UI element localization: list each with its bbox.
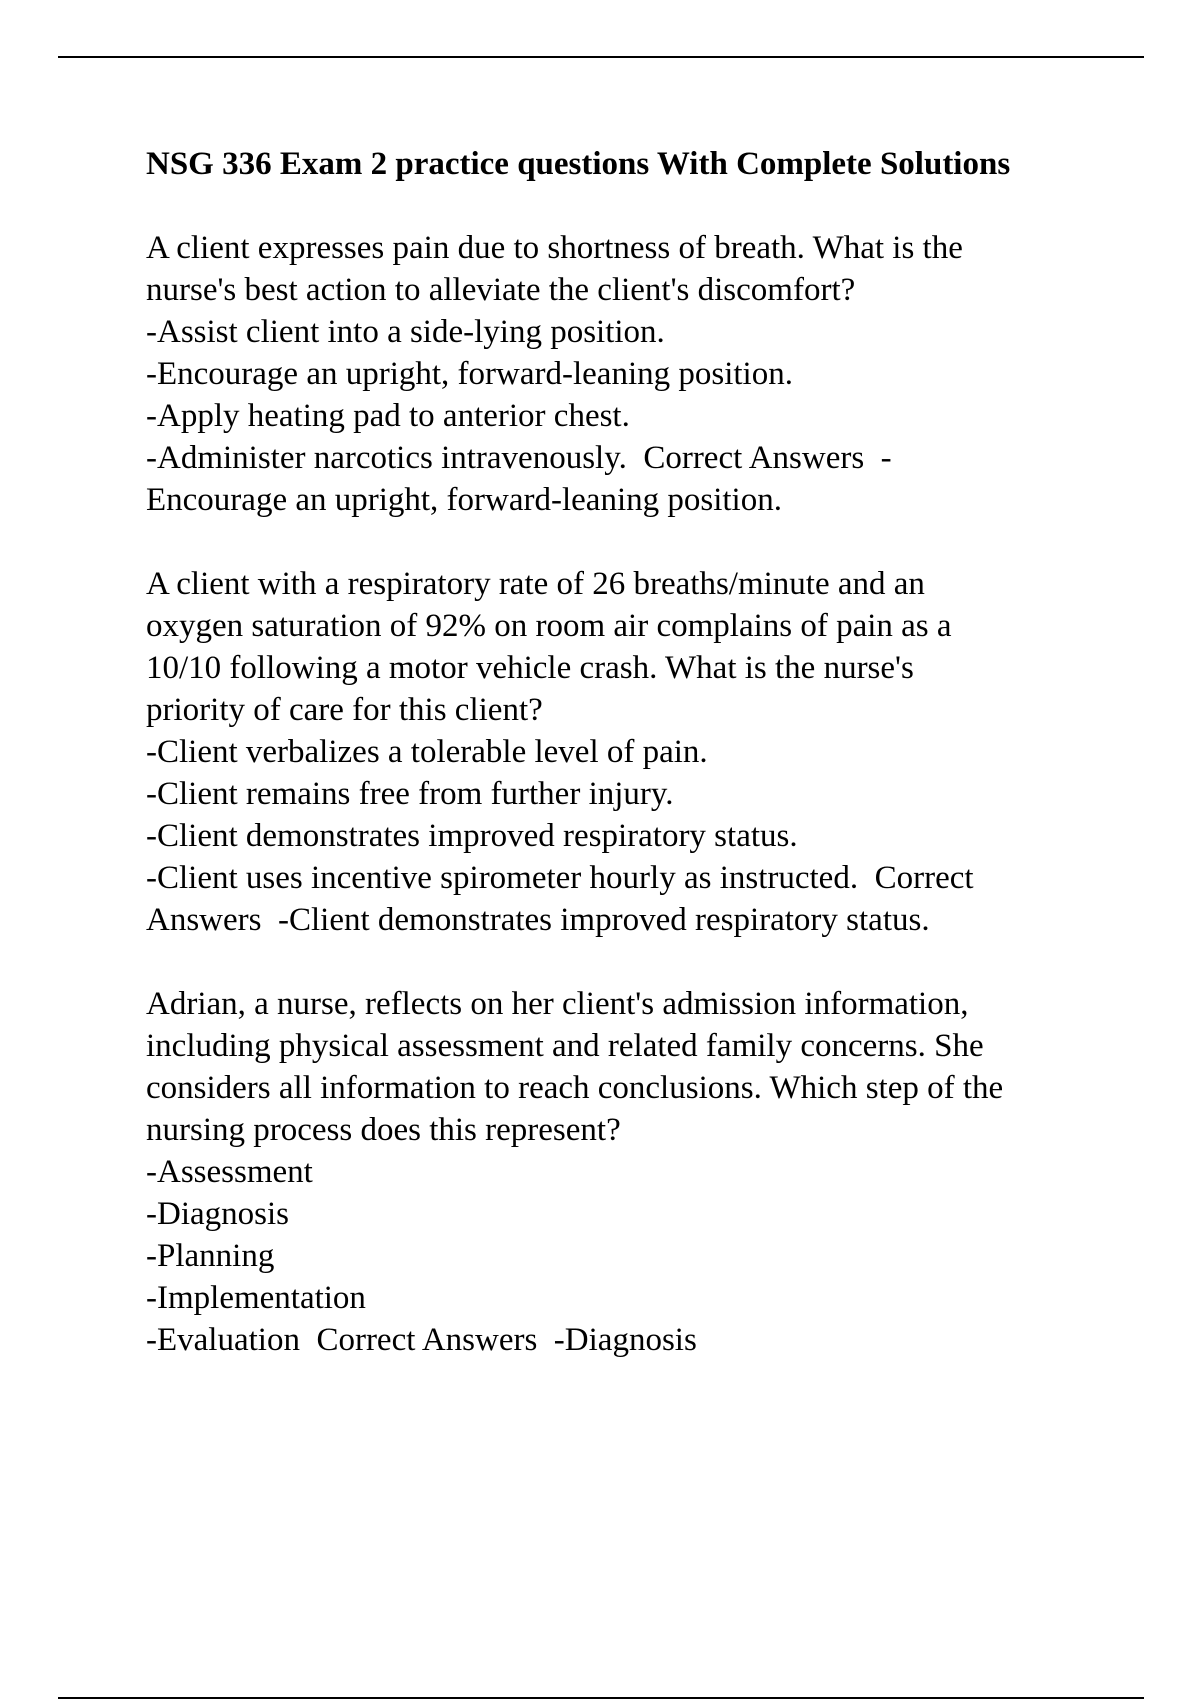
text-line: considers all information to reach conclusions. Which step of the: [146, 1070, 1004, 1106]
top-divider: [58, 56, 1144, 58]
text-line: -Planning: [146, 1238, 275, 1274]
text-line: -Client uses incentive spirometer hourly as instructed. Correct: [146, 860, 974, 896]
question-3: [146, 983, 1106, 1361]
document-title: NSG 336 Exam 2 practice questions With Complete Solutions: [146, 146, 1011, 182]
text-line: nursing process does this represent?: [146, 1112, 621, 1148]
text-line: -Assist client into a side-lying position.: [146, 314, 665, 350]
text-line: priority of care for this client?: [146, 692, 543, 728]
text-line: -Apply heating pad to anterior chest.: [146, 398, 630, 434]
text-line: Answers -Client demonstrates improved respiratory status.: [146, 902, 930, 938]
bottom-divider: [58, 1697, 1144, 1699]
text-line: including physical assessment and related family concerns. She: [146, 1028, 984, 1064]
text-line: 10/10 following a motor vehicle crash. What is the nurse's: [146, 650, 914, 686]
text-line: -Administer narcotics intravenously. Correct Answers -: [146, 440, 892, 476]
text-line: -Encourage an upright, forward-leaning position.: [146, 356, 793, 392]
question-1-text: [146, 227, 1106, 521]
text-line: -Client remains free from further injury.: [146, 776, 674, 812]
question-2: [146, 563, 1106, 941]
text-line: -Diagnosis: [146, 1196, 289, 1232]
text-line: -Implementation: [146, 1280, 366, 1316]
text-line: -Client demonstrates improved respiratory status.: [146, 818, 798, 854]
text-line: nurse's best action to alleviate the client's discomfort?: [146, 272, 856, 308]
text-line: -Evaluation Correct Answers -Diagnosis: [146, 1322, 697, 1358]
text-line: A client expresses pain due to shortness of breath. What is the: [146, 230, 963, 266]
text-line: -Client verbalizes a tolerable level of pain.: [146, 734, 708, 770]
document-body: [146, 144, 1106, 1361]
text-line: -Assessment: [146, 1154, 313, 1190]
text-line: Adrian, a nurse, reflects on her client's admission information,: [146, 986, 969, 1022]
question-3-text: [146, 983, 1106, 1361]
text-line: oxygen saturation of 92% on room air complains of pain as a: [146, 608, 952, 644]
question-2-text: [146, 563, 1106, 941]
text-line: A client with a respiratory rate of 26 breaths/minute and an: [146, 566, 925, 602]
text-line: Encourage an upright, forward-leaning position.: [146, 482, 782, 518]
question-1: [146, 227, 1106, 521]
